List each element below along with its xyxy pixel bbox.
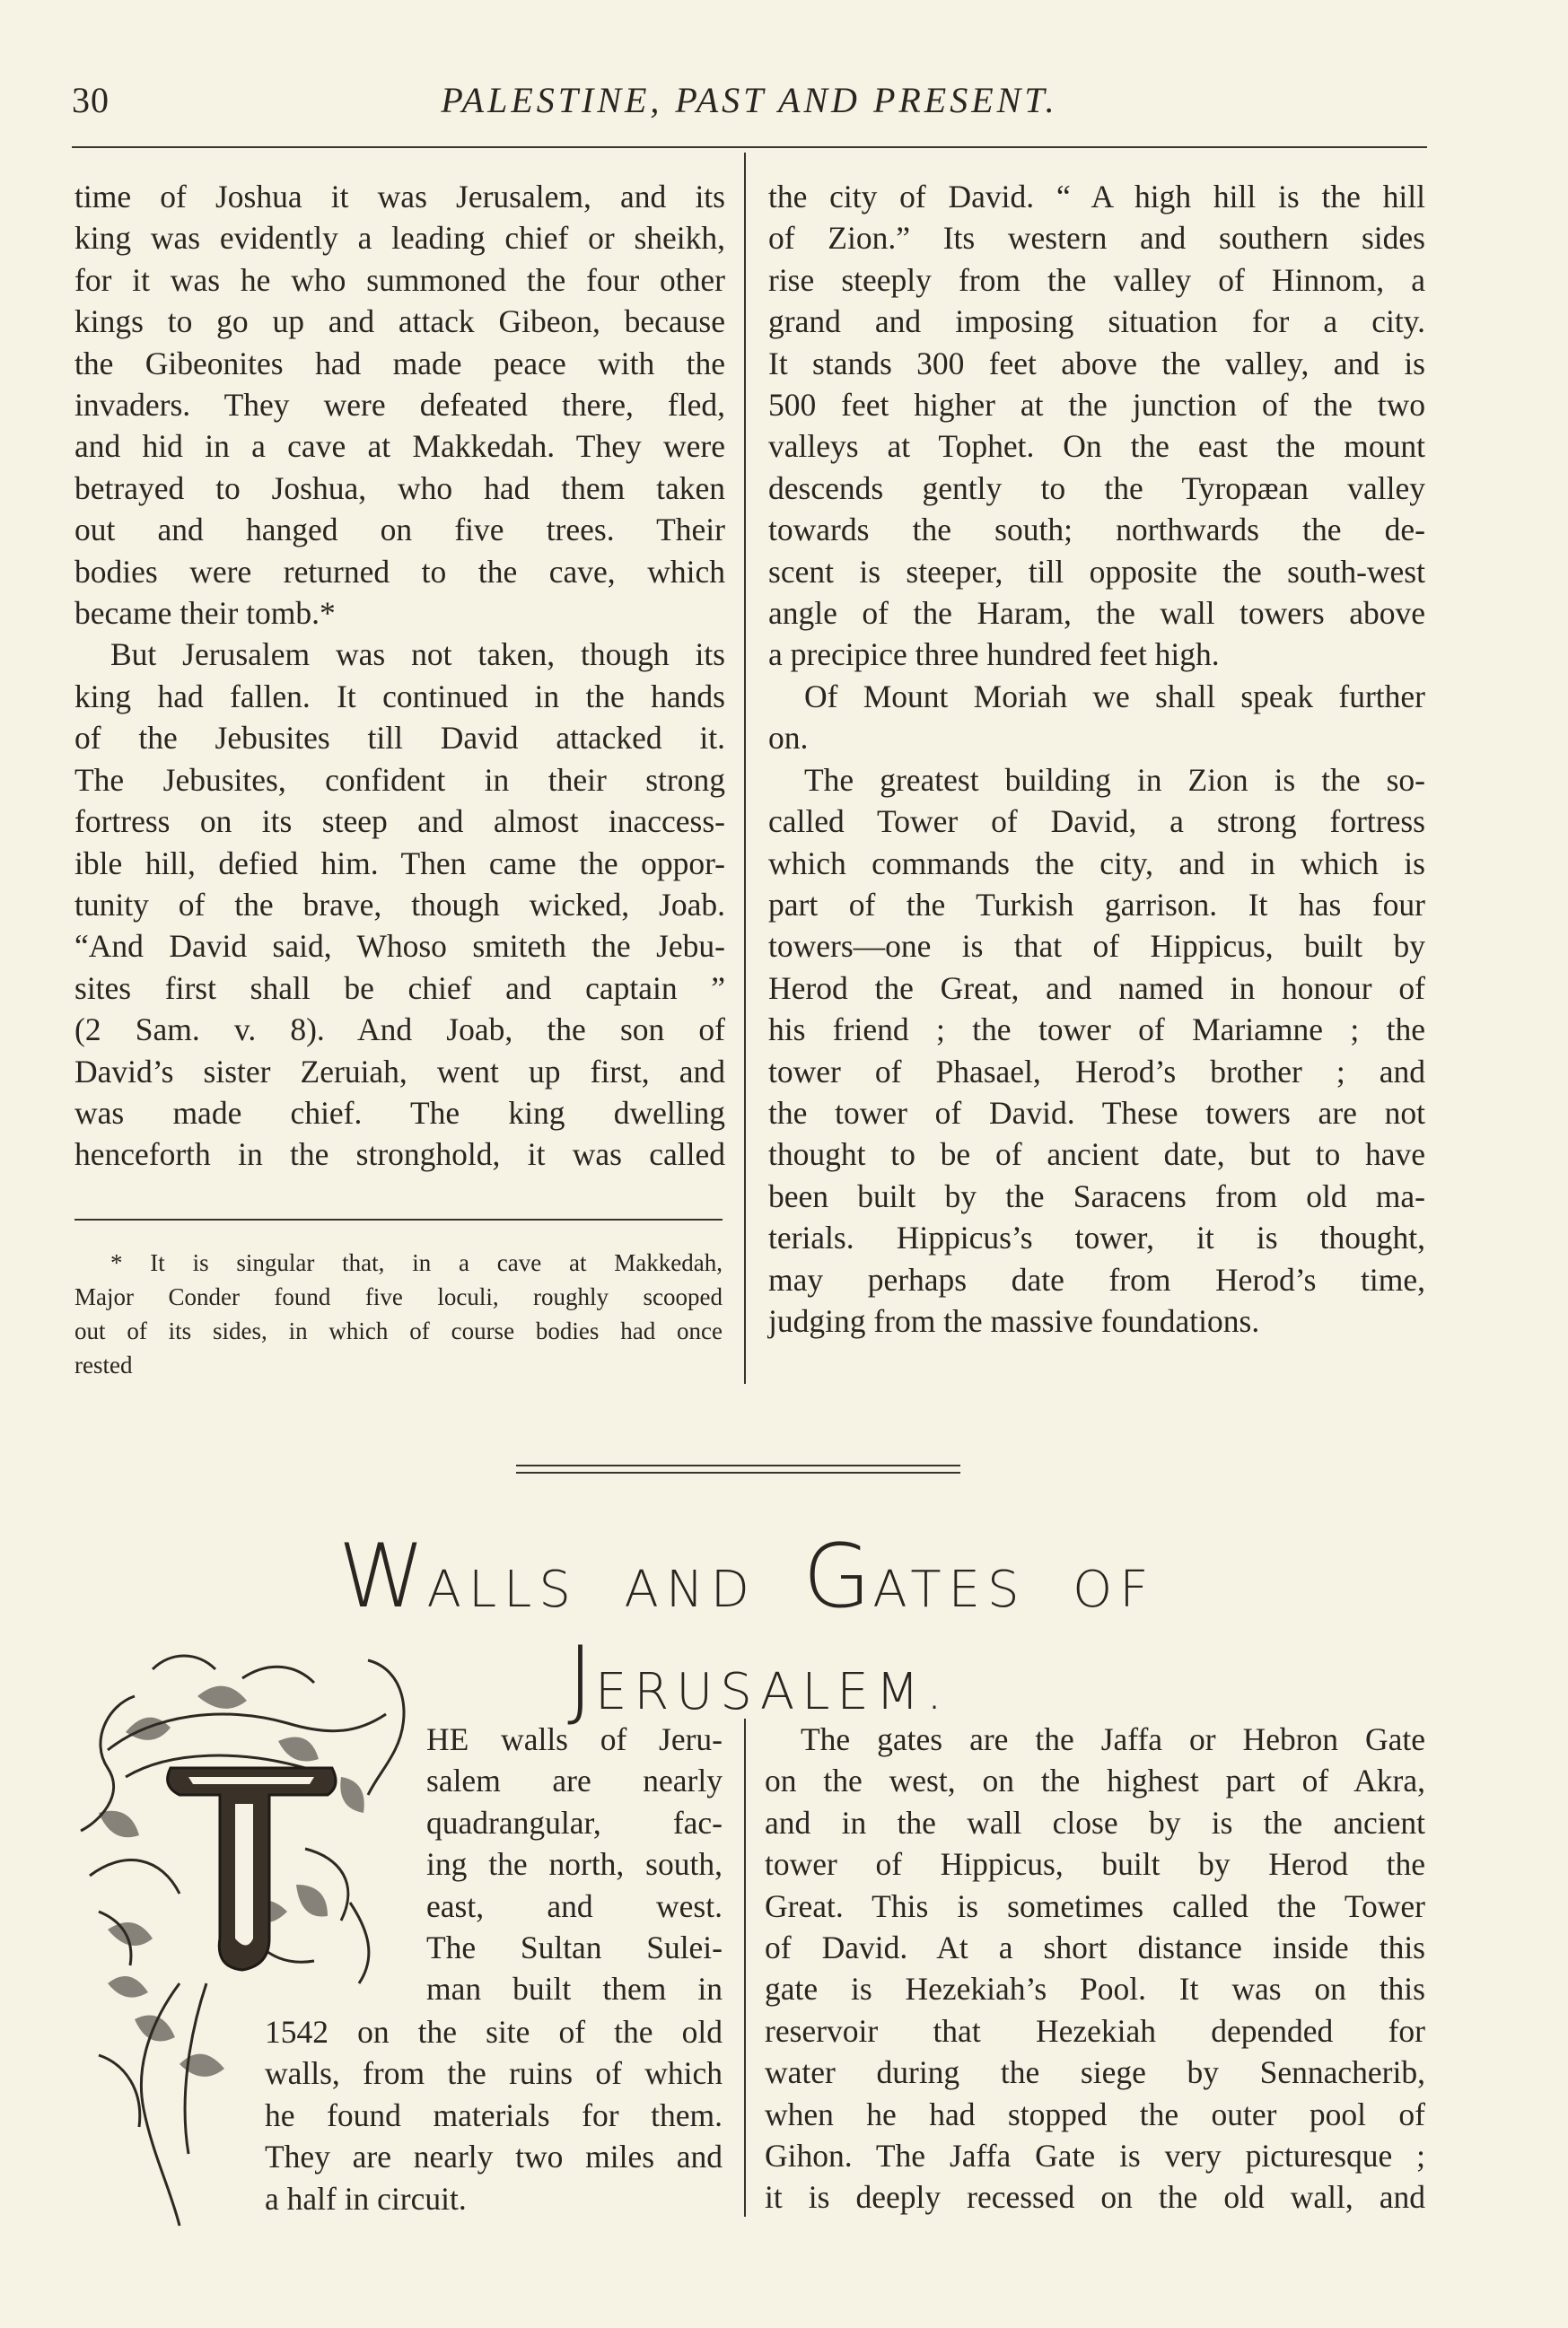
text-line: tower of Hippicus, built by Herod the bbox=[765, 1846, 1425, 1883]
paragraph bbox=[768, 759, 1425, 1343]
text-line: quadrangular, fac- bbox=[426, 1804, 723, 1841]
text-line: betrayed to Joshua, who had them taken bbox=[74, 469, 725, 506]
text-line: on the west, on the highest part of Akra, bbox=[765, 1763, 1425, 1799]
text-line: gate is Hezekiah’s Pool. It was on this bbox=[765, 1971, 1425, 2008]
title-word: ALLS bbox=[426, 1561, 578, 1619]
footnote-line: out of its sides, in which of course bodies had once bbox=[74, 1317, 723, 1344]
text-line: tunity of the brave, though wicked, Joab. bbox=[74, 886, 725, 923]
text-line: the Gibeonites had made peace with the bbox=[74, 345, 725, 381]
text-line: The Sultan Sulei- bbox=[426, 1930, 723, 1966]
text-line: for it was he who summoned the four other bbox=[74, 261, 725, 298]
text-line: HE walls of Jeru- bbox=[426, 1721, 723, 1757]
text-line: angle of the Haram, the wall towers above bbox=[768, 595, 1425, 632]
column-bottom-right bbox=[765, 1719, 1425, 2219]
text-line: part of the Turkish garrison. It has four bbox=[768, 886, 1425, 923]
text-line: bodies were returned to the cave, which bbox=[74, 553, 725, 590]
text-line: he found materials for them. bbox=[265, 2096, 723, 2133]
text-line: of David. At a short distance inside this bbox=[765, 1930, 1425, 1966]
text-line: Great. This is sometimes called the Tower bbox=[765, 1887, 1425, 1924]
page-number: 30 bbox=[72, 80, 109, 120]
text-line: king was evidently a leading chief or sheikh, bbox=[74, 220, 725, 257]
text-line: towers—one is that of Hippicus, built by bbox=[768, 928, 1425, 965]
section-divider bbox=[516, 1465, 960, 1466]
running-header bbox=[72, 79, 1427, 133]
column-top-left bbox=[74, 176, 725, 1176]
title-initial: J bbox=[567, 1628, 596, 1730]
text-line: out and hanged on five trees. Their bbox=[74, 512, 725, 548]
text-line: 500 feet higher at the junction of the two bbox=[768, 387, 1425, 424]
title-word: ATES bbox=[872, 1561, 1027, 1619]
column-top-right bbox=[768, 176, 1425, 1342]
title-initial: G bbox=[802, 1526, 873, 1628]
text-line: of the Jebusites till David attacked it. bbox=[74, 720, 725, 757]
text-line: It stands 300 feet above the valley, and is bbox=[768, 345, 1425, 381]
paragraph bbox=[768, 676, 1425, 759]
footnote bbox=[74, 1246, 723, 1382]
text-line: may perhaps date from Herod’s time, bbox=[768, 1261, 1425, 1298]
text-line: scent is steeper, till opposite the south-west bbox=[768, 553, 1425, 590]
text-line: reservoir that Hezekiah depended for bbox=[765, 2012, 1425, 2049]
text-line: kings to go up and attack Gibeon, because bbox=[74, 303, 725, 340]
text-line: and hid in a cave at Makkedah. They were bbox=[74, 428, 725, 465]
text-line: David’s sister Zeruiah, went up first, and bbox=[74, 1053, 725, 1090]
column-bottom-left-below-dropcap bbox=[265, 2011, 723, 2219]
text-line: Of Mount Moriah we shall speak further bbox=[804, 678, 1425, 714]
text-line: Gihon. The Jaffa Gate is very picturesque ; bbox=[765, 2138, 1425, 2175]
text-line: a half in circuit. bbox=[265, 2180, 467, 2217]
title-word: OF bbox=[1073, 1561, 1156, 1619]
column-divider-top bbox=[744, 153, 746, 1384]
text-line: man built them in bbox=[426, 1971, 723, 2008]
text-line: Herod the Great, and named in honour of bbox=[768, 969, 1425, 1006]
text-line: judging from the massive foundations. bbox=[768, 1302, 1260, 1339]
text-line: which commands the city, and in which is bbox=[768, 845, 1425, 881]
text-line: time of Joshua it was Jerusalem, and its bbox=[74, 179, 725, 214]
paragraph bbox=[74, 176, 725, 634]
section-divider bbox=[516, 1472, 960, 1474]
text-line: (2 Sam. v. 8). And Joab, the son of bbox=[74, 1011, 725, 1048]
text-line: thought to be of ancient date, but to have bbox=[768, 1136, 1425, 1173]
text-line: invaders. They were defeated there, fled, bbox=[74, 387, 725, 424]
footnote-line: rested bbox=[74, 1352, 133, 1378]
text-line: sites first shall be chief and captain ” bbox=[74, 969, 725, 1006]
text-line: his friend ; the tower of Mariamne ; the bbox=[768, 1011, 1425, 1048]
text-line: east, and west. bbox=[426, 1887, 723, 1924]
footnote-rule bbox=[74, 1219, 723, 1221]
text-line: 1542 on the site of the old bbox=[265, 2014, 723, 2050]
text-line: a precipice three hundred feet high. bbox=[768, 636, 1220, 673]
text-line: it is deeply recessed on the old wall, and bbox=[765, 2179, 1425, 2216]
text-line: They are nearly two miles and bbox=[265, 2139, 723, 2175]
text-line: henceforth in the stronghold, it was called bbox=[74, 1136, 725, 1173]
running-title: PALESTINE, PAST AND PRESENT. bbox=[441, 80, 1058, 120]
footnote-line: * It is singular that, in a cave at Makkedah, bbox=[110, 1249, 723, 1276]
text-line: ing the north, south, bbox=[426, 1846, 723, 1883]
text-line: tower of Phasael, Herod’s brother ; and bbox=[768, 1053, 1425, 1090]
footnote-line: Major Conder found five loculi, roughly scooped bbox=[74, 1283, 723, 1310]
text-line: rise steeply from the valley of Hinnom, a bbox=[768, 261, 1425, 298]
paragraph bbox=[74, 634, 725, 1175]
text-line: water during the siege by Sennacherib, bbox=[765, 2054, 1425, 2091]
text-line: valleys at Tophet. On the east the mount bbox=[768, 428, 1425, 465]
text-line: ible hill, defied him. Then came the oppor- bbox=[74, 845, 725, 881]
text-line: the city of David. “ A high hill is the hill bbox=[768, 179, 1425, 214]
column-divider-bottom bbox=[744, 1719, 746, 2217]
text-line: on. bbox=[768, 720, 809, 757]
text-line: descends gently to the Tyropæan valley bbox=[768, 469, 1425, 506]
text-line: The greatest building in Zion is the so- bbox=[804, 761, 1425, 798]
text-line: called Tower of David, a strong fortress bbox=[768, 803, 1425, 840]
text-line: walls, from the ruins of which bbox=[265, 2055, 723, 2092]
title-initial: W bbox=[337, 1526, 427, 1628]
text-line: fortress on its steep and almost inaccess- bbox=[74, 803, 725, 840]
dropcap-letter: T bbox=[242, 2235, 243, 2236]
text-line: was made chief. The king dwelling bbox=[74, 1094, 725, 1131]
text-line: been built by the Saracens from old ma- bbox=[768, 1177, 1425, 1214]
text-line: the tower of David. These towers are not bbox=[768, 1094, 1425, 1131]
text-line: terials. Hippicus’s tower, it is thought, bbox=[768, 1220, 1425, 1256]
title-word: AND bbox=[624, 1561, 757, 1619]
text-line: king had fallen. It continued in the hands bbox=[74, 678, 725, 714]
text-line: grand and imposing situation for a city. bbox=[768, 303, 1425, 340]
paragraph bbox=[768, 176, 1425, 676]
column-bottom-left-beside-dropcap bbox=[426, 1719, 723, 2010]
text-line: when he had stopped the outer pool of bbox=[765, 2096, 1425, 2132]
text-line: salem are nearly bbox=[426, 1763, 723, 1799]
text-line: became their tomb.* bbox=[74, 595, 336, 632]
text-line: “And David said, Whoso smiteth the Jebu- bbox=[74, 928, 725, 965]
text-line: The Jebusites, confident in their strong bbox=[74, 761, 725, 798]
text-line: of Zion.” Its western and southern sides bbox=[768, 220, 1425, 257]
header-rule bbox=[72, 146, 1427, 148]
text-line: The gates are the Jaffa or Hebron Gate bbox=[801, 1721, 1425, 1757]
title-word: ERUSALEM. bbox=[595, 1663, 950, 1721]
text-line: But Jerusalem was not taken, though its bbox=[110, 636, 725, 673]
text-line: towards the south; northwards the de- bbox=[768, 512, 1425, 548]
text-line: and in the wall close by is the ancient bbox=[765, 1804, 1425, 1841]
